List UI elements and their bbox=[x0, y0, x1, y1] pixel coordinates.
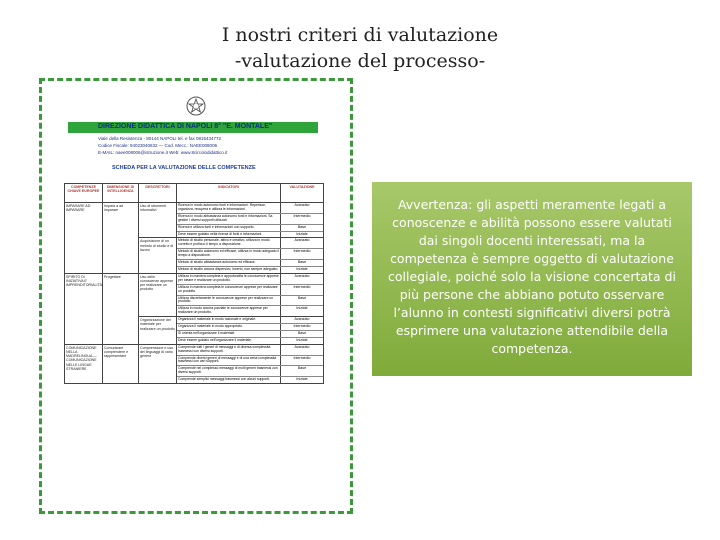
header-cell: INDICATORI bbox=[177, 184, 281, 202]
indicator-value: Iniziale bbox=[296, 337, 308, 342]
indicator-text: Organizza il materiale in modo appropriato. bbox=[177, 324, 281, 330]
indicator-row bbox=[177, 274, 323, 285]
competence-cell: IMPARARE AD IMPARARE bbox=[65, 203, 103, 273]
indicator-value: Avanzato bbox=[294, 273, 310, 278]
indicator-row bbox=[177, 249, 323, 260]
dimension-cell: Progettare bbox=[103, 274, 139, 344]
indicator-value: Base bbox=[297, 295, 307, 300]
indicator-row bbox=[177, 285, 323, 296]
descriptor-cell: Acquisizione di un metodo di studio e di lavoro bbox=[139, 238, 177, 272]
scanned-document bbox=[60, 90, 326, 490]
header-cell: COMPETENZE CHIAVE EUROPEE bbox=[65, 184, 103, 202]
indicator-text: Utilizza in maniera completa le conoscenze apprese per realizzare un prodotto. bbox=[177, 285, 281, 295]
indicator-row bbox=[177, 232, 323, 238]
indicator-text: Deve essere guidato nell'organizzare il materiale. bbox=[177, 338, 281, 344]
indicator-text: Utilizza in modo ancora parziale le conoscenze apprese per realizzare un prodotto. bbox=[177, 306, 281, 316]
indicator-row bbox=[177, 324, 323, 331]
indicator-value: Base bbox=[297, 330, 307, 335]
descriptor-cell: Uso di strumenti informativi bbox=[139, 203, 177, 237]
indicator-value: Iniziale bbox=[296, 266, 308, 271]
table-header bbox=[65, 184, 323, 203]
scheda-title: SCHEDA PER LA VALUTAZIONE DELLE COMPETENZE bbox=[112, 165, 256, 171]
indicator-row bbox=[177, 267, 323, 273]
indicator-row bbox=[177, 260, 323, 267]
indicator-text: Ricerca e utilizza fonti e informazioni con supporto. bbox=[177, 225, 281, 231]
indicator-row bbox=[177, 214, 323, 225]
table-row-group bbox=[65, 274, 323, 345]
indicator-value: Intermedio bbox=[293, 249, 311, 254]
indicator-text: Metodo di studio abbastanza autonomo ed efficace. bbox=[177, 260, 281, 266]
indicator-row bbox=[177, 356, 323, 367]
indicator-text: Comprende diversi generi di messaggi e di una certa complessità trasmessi con vari supporti. bbox=[177, 356, 281, 366]
indicator-value: Iniziale bbox=[296, 377, 308, 382]
indicator-value: Avanzato bbox=[294, 203, 310, 207]
indicator-row bbox=[177, 366, 323, 377]
indicator-text: Ricerca in modo autonomo fonti e informazioni. Reperisce, organizza, recupera e utilizza le informazioni. bbox=[177, 203, 281, 213]
header-cell: DESCRITTORI bbox=[139, 184, 177, 202]
indicator-text: Comprende semplici messaggi trasmessi con alcuni supporti. bbox=[177, 377, 281, 383]
indicator-value: Base bbox=[297, 366, 307, 371]
indicator-value: Avanzato bbox=[294, 317, 310, 322]
school-codes: Codice Fiscale: 94023040632 — Cod. Mecc.: NAEE008006 bbox=[98, 143, 218, 148]
header-cell: DIMENSIONE DI INTELLIGENZA bbox=[103, 184, 139, 202]
title-line-1: I nostri criteri di valutazione bbox=[221, 24, 499, 46]
indicator-value: Avanzato bbox=[294, 238, 310, 243]
competence-cell: SPIRITO DI INIZIATIVA E IMPRENDITORIALITÀ bbox=[65, 274, 103, 344]
table-row-group bbox=[65, 345, 323, 383]
indicator-row bbox=[177, 238, 323, 249]
indicator-row bbox=[177, 338, 323, 344]
indicator-row bbox=[177, 345, 323, 356]
dimension-cell: Impara a ad imparare bbox=[103, 203, 139, 273]
indicator-row bbox=[177, 377, 323, 383]
table-row-group bbox=[65, 203, 323, 274]
indicator-row bbox=[177, 306, 323, 316]
indicator-value: Base bbox=[297, 260, 307, 265]
indicator-text: Comprende nel complesso messaggi di molti generi trasmessi con diversi supporti. bbox=[177, 366, 281, 376]
indicator-value: Base bbox=[297, 224, 307, 229]
indicator-value: Iniziale bbox=[296, 231, 308, 236]
indicator-value: Avanzato bbox=[294, 344, 310, 349]
header-cell: VALUTAZIONE bbox=[289, 185, 315, 189]
indicator-text: Comprende tutti i generi di messaggi e di diversa complessità trasmessi con diversi supporti. bbox=[177, 345, 281, 355]
indicator-value: Intermedio bbox=[293, 324, 311, 329]
indicator-text: Ricerca in modo abbastanza autonomo fonti e informazioni. Sa gestire i diversi supporti utilizzati. bbox=[177, 214, 281, 224]
slide-title bbox=[0, 22, 720, 74]
indicator-text: Metodo di studio ancora dispersivo, incerto, non sempre adeguato. bbox=[177, 267, 281, 273]
indicator-value: Intermedio bbox=[293, 284, 311, 289]
competence-cell: COMUNICAZIONE NELLA MADRELINGUA — COMUNICAZIONE NELLE LINGUE STRANIERE bbox=[65, 345, 103, 383]
school-address: Viale della Resistenza - 80144 NAPOLI tel. e fax 0815434772 bbox=[98, 136, 221, 141]
indicator-text: Deve essere guidato nella ricerca di fonti e informazioni. bbox=[177, 232, 281, 238]
indicator-text: Si orienta nell'organizzare il materiale. bbox=[177, 331, 281, 337]
italian-emblem-icon bbox=[185, 95, 207, 117]
indicator-value: Iniziale bbox=[296, 306, 308, 311]
title-line-2: -valutazione del processo- bbox=[234, 50, 486, 72]
descriptor-cell: Comprensione e uso dei linguaggi di vario genere bbox=[139, 345, 177, 383]
indicator-text: Utilizza in maniera completa e approfondita le conoscenze apprese per ideare e realizzare un prodotto. bbox=[177, 274, 281, 284]
indicator-row bbox=[177, 203, 323, 214]
indicator-row bbox=[177, 225, 323, 232]
evaluation-table bbox=[64, 183, 324, 384]
indicator-text: Utilizza discretamente le conoscenze apprese per realizzare un prodotto. bbox=[177, 296, 281, 306]
school-email: E-MAIL: naee008006@istruzione.it Web: www.8circolodidattico.it bbox=[98, 150, 228, 155]
indicator-text: Metodo di studio personale, attivo e creativo, utilizza in modo corretto e proficuo il tempo a disposizione. bbox=[177, 238, 281, 248]
dimension-cell: Comunicare comprendere e rappresentare bbox=[103, 345, 139, 383]
indicator-row bbox=[177, 317, 323, 324]
indicator-text: Organizza il materiale in modo razionale e originale. bbox=[177, 317, 281, 323]
indicator-value: Intermedio bbox=[293, 213, 311, 218]
indicator-value: Intermedio bbox=[293, 355, 311, 360]
school-name: DIREZIONE DIDATTICA DI NAPOLI 8° "E. MONTALE" bbox=[98, 123, 273, 130]
note-box: Avvertenza: gli aspetti meramente legati a conoscenze e abilità possono essere valutati dai singoli docenti interessati, ma la competenza è sempre oggetto di valutazione collegiale, poiché solo la visione concertata di più persone che abbiano potuto osservare l’alunno in contesti significativi diversi potrà esprimere una valutazione attendibile della competenza. bbox=[372, 182, 692, 376]
indicator-row bbox=[177, 331, 323, 338]
descriptor-cell: Organizzazione del materiale per realizzare un prodotto bbox=[139, 317, 177, 344]
indicator-text: Metodo di studio autonomo ed efficace, utilizza in modo adeguato il tempo a disposizione. bbox=[177, 249, 281, 259]
descriptor-cell: Uso delle conoscenze apprese per realizzare un prodotto bbox=[139, 274, 177, 316]
indicator-row bbox=[177, 296, 323, 307]
